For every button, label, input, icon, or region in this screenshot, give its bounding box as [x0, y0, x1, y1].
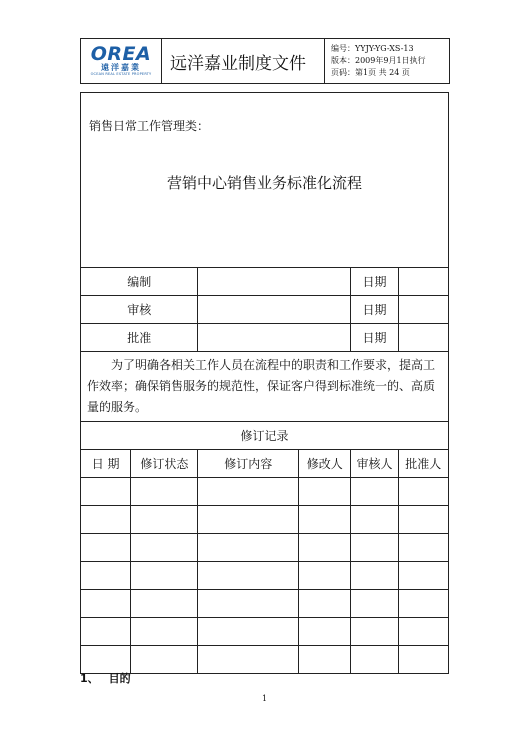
signoff-role: 编制: [81, 268, 198, 296]
revision-cell[interactable]: [351, 534, 398, 562]
revision-cell[interactable]: [198, 534, 299, 562]
document-form: [80, 92, 449, 674]
column-header: 修订状态: [131, 450, 198, 478]
document-header: [80, 38, 450, 84]
logo-chinese: 遠洋嘉業: [101, 63, 141, 72]
revision-cell[interactable]: [81, 590, 131, 618]
revision-cell[interactable]: [81, 478, 131, 506]
revision-row: [81, 590, 449, 618]
revision-cell[interactable]: [131, 506, 198, 534]
page-number: 1: [261, 694, 268, 703]
revision-cell[interactable]: [131, 478, 198, 506]
signoff-row: [81, 324, 449, 352]
revision-cell[interactable]: [81, 534, 131, 562]
revision-cell[interactable]: [198, 478, 299, 506]
revision-cell[interactable]: [131, 590, 198, 618]
revision-row: [81, 478, 449, 506]
revision-cell[interactable]: [398, 590, 448, 618]
revision-row: [81, 506, 449, 534]
revision-cell[interactable]: [398, 562, 448, 590]
signoff-role: 批准: [81, 324, 198, 352]
revision-cell[interactable]: [131, 534, 198, 562]
revision-cell[interactable]: [198, 562, 299, 590]
revision-cell[interactable]: [131, 646, 198, 674]
revision-cell[interactable]: [351, 618, 398, 646]
signoff-name-field[interactable]: [198, 324, 351, 352]
meta-version: 版本：2009年9月1日执行: [331, 56, 426, 65]
revision-header-row: [81, 450, 449, 478]
column-header: 批准人: [398, 450, 448, 478]
meta-page: 页码：第1页 共 24 页: [331, 68, 410, 77]
revision-cell[interactable]: [299, 590, 351, 618]
column-header: 修改人: [299, 450, 351, 478]
signoff-date-field[interactable]: [398, 296, 448, 324]
revision-cell[interactable]: [398, 618, 448, 646]
signoff-row: [81, 268, 449, 296]
section-heading: [80, 670, 131, 686]
revision-cell[interactable]: [198, 618, 299, 646]
revision-cell[interactable]: [351, 562, 398, 590]
signoff-date-field[interactable]: [398, 324, 448, 352]
signoff-row: [81, 296, 449, 324]
revision-cell[interactable]: [131, 562, 198, 590]
signoff-name-field[interactable]: [198, 296, 351, 324]
revision-cell[interactable]: [81, 506, 131, 534]
revision-row: [81, 562, 449, 590]
revision-cell[interactable]: [198, 590, 299, 618]
revision-cell[interactable]: [299, 562, 351, 590]
revision-cell[interactable]: [198, 506, 299, 534]
system-title: 远洋嘉业制度文件: [162, 39, 325, 84]
column-header: 修订内容: [198, 450, 299, 478]
signoff-role: 审核: [81, 296, 198, 324]
section-number: 1、: [80, 672, 99, 685]
revision-cell[interactable]: [351, 478, 398, 506]
revision-cell[interactable]: [398, 646, 448, 674]
revision-cell[interactable]: [398, 534, 448, 562]
revision-cell[interactable]: [398, 478, 448, 506]
revision-cell[interactable]: [198, 646, 299, 674]
revision-cell[interactable]: [81, 618, 131, 646]
revision-cell[interactable]: [299, 534, 351, 562]
column-header: 审核人: [351, 450, 398, 478]
signoff-name-field[interactable]: [198, 268, 351, 296]
signoff-date-label: 日期: [351, 268, 398, 296]
revision-cell[interactable]: [351, 506, 398, 534]
document-title: 营销中心销售业务标准化流程: [166, 174, 362, 192]
revision-cell[interactable]: [131, 618, 198, 646]
revision-cell[interactable]: [398, 506, 448, 534]
revision-title: 修订记录: [81, 422, 449, 450]
revision-cell[interactable]: [299, 618, 351, 646]
revision-rows: [81, 478, 449, 674]
document-meta: [325, 39, 450, 84]
revision-cell[interactable]: [351, 646, 398, 674]
purpose-statement: 为了明确各相关工作人员在流程中的职责和工作要求，提高工作效率；确保销售服务的规范性，保证客户得到标准统一的、高质量的服务。: [81, 352, 449, 422]
column-header: 日 期: [81, 450, 131, 478]
meta-code: 编号：YYJY-YG-XS-13: [331, 44, 414, 53]
logo-word: OREA: [90, 43, 152, 65]
revision-cell[interactable]: [299, 506, 351, 534]
revision-cell[interactable]: [351, 590, 398, 618]
revision-row: [81, 646, 449, 674]
revision-cell[interactable]: [299, 646, 351, 674]
revision-cell[interactable]: [81, 562, 131, 590]
signoff-date-label: 日期: [351, 296, 398, 324]
category-label: 销售日常工作管理类：: [89, 119, 210, 133]
revision-row: [81, 534, 449, 562]
section-title: 目的: [108, 672, 131, 685]
logo-english: OCEAN REAL ESTATE PROPERTY: [90, 72, 152, 76]
signoff-date-label: 日期: [351, 324, 398, 352]
revision-row: [81, 618, 449, 646]
revision-cell[interactable]: [299, 478, 351, 506]
category-cell: [81, 93, 449, 268]
company-logo: [81, 39, 162, 84]
signoff-date-field[interactable]: [398, 268, 448, 296]
